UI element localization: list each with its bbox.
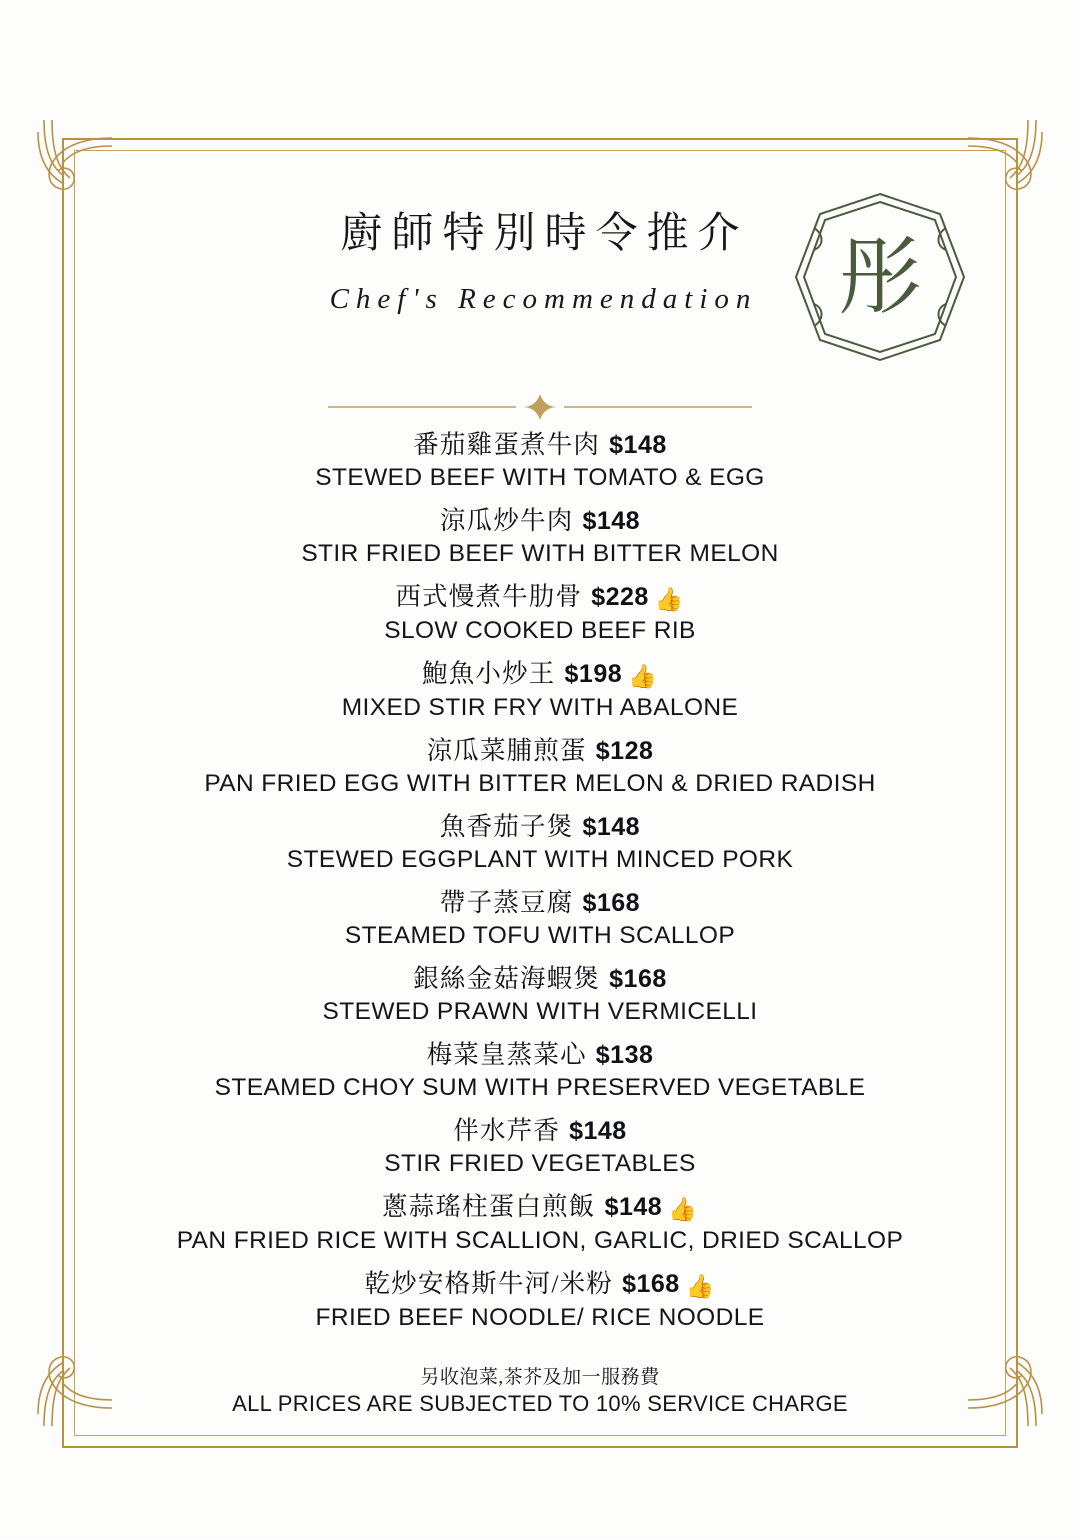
menu-item-price: $228 <box>591 582 649 611</box>
page-title-chinese: 廚師特別時令推介 <box>340 211 749 257</box>
thumbs-up-icon: 👍 <box>685 1274 716 1300</box>
menu-item-price: $128 <box>595 737 654 766</box>
menu-item-name-english: STIR FRIED BEEF WITH BITTER MELON <box>301 539 779 567</box>
seal-character: 彤 <box>837 232 923 325</box>
menu-item-price: $168 <box>582 889 641 918</box>
menu-item <box>120 962 960 1027</box>
menu-item-name-chinese: 西式慢煮牛肋骨 <box>395 581 583 611</box>
menu-item-price: $168 <box>609 965 667 994</box>
menu-item-price: $148 <box>604 1192 663 1221</box>
menu-item-name-english: PAN FRIED EGG WITH BITTER MELON & DRIED RADISH <box>204 770 876 798</box>
menu-item <box>120 734 960 799</box>
menu-item-name-chinese: 伴水芹香 <box>453 1115 561 1145</box>
thumbs-up-icon: 👍 <box>668 1196 699 1222</box>
menu-item-name-chinese: 涼瓜菜脯煎蛋 <box>426 736 587 766</box>
service-charge-note-english: ALL PRICES ARE SUBJECTED TO 10% SERVICE CHARGE <box>232 1391 848 1416</box>
menu-footer <box>120 1362 960 1417</box>
corner-flourish-bottom-left-icon <box>24 1338 114 1428</box>
corner-flourish-top-right-icon <box>966 118 1056 208</box>
menu-item-name-chinese: 帶子蒸豆腐 <box>439 888 574 918</box>
corner-flourish-bottom-right-icon <box>966 1338 1056 1428</box>
menu-item <box>120 1267 960 1333</box>
menu-item-price: $168 <box>622 1270 680 1299</box>
menu-item <box>120 810 960 875</box>
menu-item-price: $198 <box>564 660 623 689</box>
corner-flourish-top-left-icon <box>24 118 114 208</box>
menu-item <box>120 657 960 723</box>
menu-item-name-chinese: 蔥蒜瑤柱蛋白煎飯 <box>381 1191 596 1221</box>
menu-item-price: $148 <box>582 506 641 535</box>
menu-item-name-chinese: 鮑魚小炒王 <box>422 659 556 689</box>
menu-item-chinese-line <box>120 810 960 844</box>
ornamental-divider-icon <box>0 392 1080 428</box>
menu-item-price: $148 <box>582 813 641 842</box>
menu-item-name-english: FRIED BEEF NOODLE/ RICE NOODLE <box>315 1304 765 1332</box>
thumbs-up-icon: 👍 <box>654 586 685 612</box>
menu-item-chinese-line <box>120 580 960 615</box>
menu-item-name-english: SLOW COOKED BEEF RIB <box>384 617 696 645</box>
menu-item-name-english: MIXED STIR FRY WITH ABALONE <box>341 694 739 722</box>
menu-item-name-chinese: 乾炒安格斯牛河/米粉 <box>364 1269 614 1299</box>
menu-item <box>120 886 960 951</box>
menu-item-chinese-line <box>120 657 960 692</box>
menu-item-list <box>120 428 960 1344</box>
menu-item-name-chinese: 涼瓜炒牛肉 <box>439 505 574 535</box>
menu-item <box>120 1190 960 1256</box>
menu-item <box>120 1114 960 1179</box>
menu-item-chinese-line <box>120 734 960 768</box>
menu-item-name-chinese: 梅菜皇蒸菜心 <box>426 1039 587 1069</box>
menu-item-chinese-line <box>120 1267 960 1302</box>
menu-item-name-chinese: 魚香茄子煲 <box>439 812 574 842</box>
menu-item-name-chinese: 番茄雞蛋煮牛肉 <box>413 430 601 459</box>
menu-item-price: $148 <box>569 1116 627 1145</box>
menu-item-name-english: PAN FRIED RICE WITH SCALLION, GARLIC, DRIED SCALLOP <box>176 1227 904 1255</box>
menu-item-price: $138 <box>595 1040 654 1069</box>
menu-item <box>120 580 960 646</box>
menu-item-chinese-line <box>120 428 960 462</box>
menu-item-chinese-line <box>120 886 960 920</box>
menu-item <box>120 1038 960 1103</box>
page-title-english: Chef's Recommendation <box>329 282 758 315</box>
menu-item-name-english: STEWED EGGPLANT WITH MINCED PORK <box>286 846 794 874</box>
menu-item-name-english: STEWED PRAWN WITH VERMICELLI <box>322 998 758 1026</box>
menu-item-chinese-line <box>120 1038 960 1072</box>
menu-item-name-english: STIR FRIED VEGETABLES <box>384 1149 696 1177</box>
menu-item-chinese-line <box>120 1190 960 1225</box>
menu-item-name-chinese: 銀絲金菇海蝦煲 <box>413 964 601 994</box>
menu-item-chinese-line <box>120 504 960 538</box>
menu-item-price: $148 <box>609 431 667 459</box>
menu-item <box>120 428 960 493</box>
menu-item-name-english: STEWED BEEF WITH TOMATO & EGG <box>315 464 765 491</box>
menu-item-name-english: STEAMED CHOY SUM WITH PRESERVED VEGETABLE <box>214 1073 866 1101</box>
menu-item <box>120 504 960 569</box>
restaurant-seal-logo-icon <box>790 188 970 366</box>
thumbs-up-icon: 👍 <box>628 664 658 690</box>
menu-item-chinese-line <box>120 1114 960 1148</box>
service-charge-note-chinese: 另收泡菜,茶芥及加一服務費 <box>420 1367 660 1388</box>
menu-item-name-english: STEAMED TOFU WITH SCALLOP <box>344 922 736 950</box>
menu-item-chinese-line <box>120 962 960 996</box>
